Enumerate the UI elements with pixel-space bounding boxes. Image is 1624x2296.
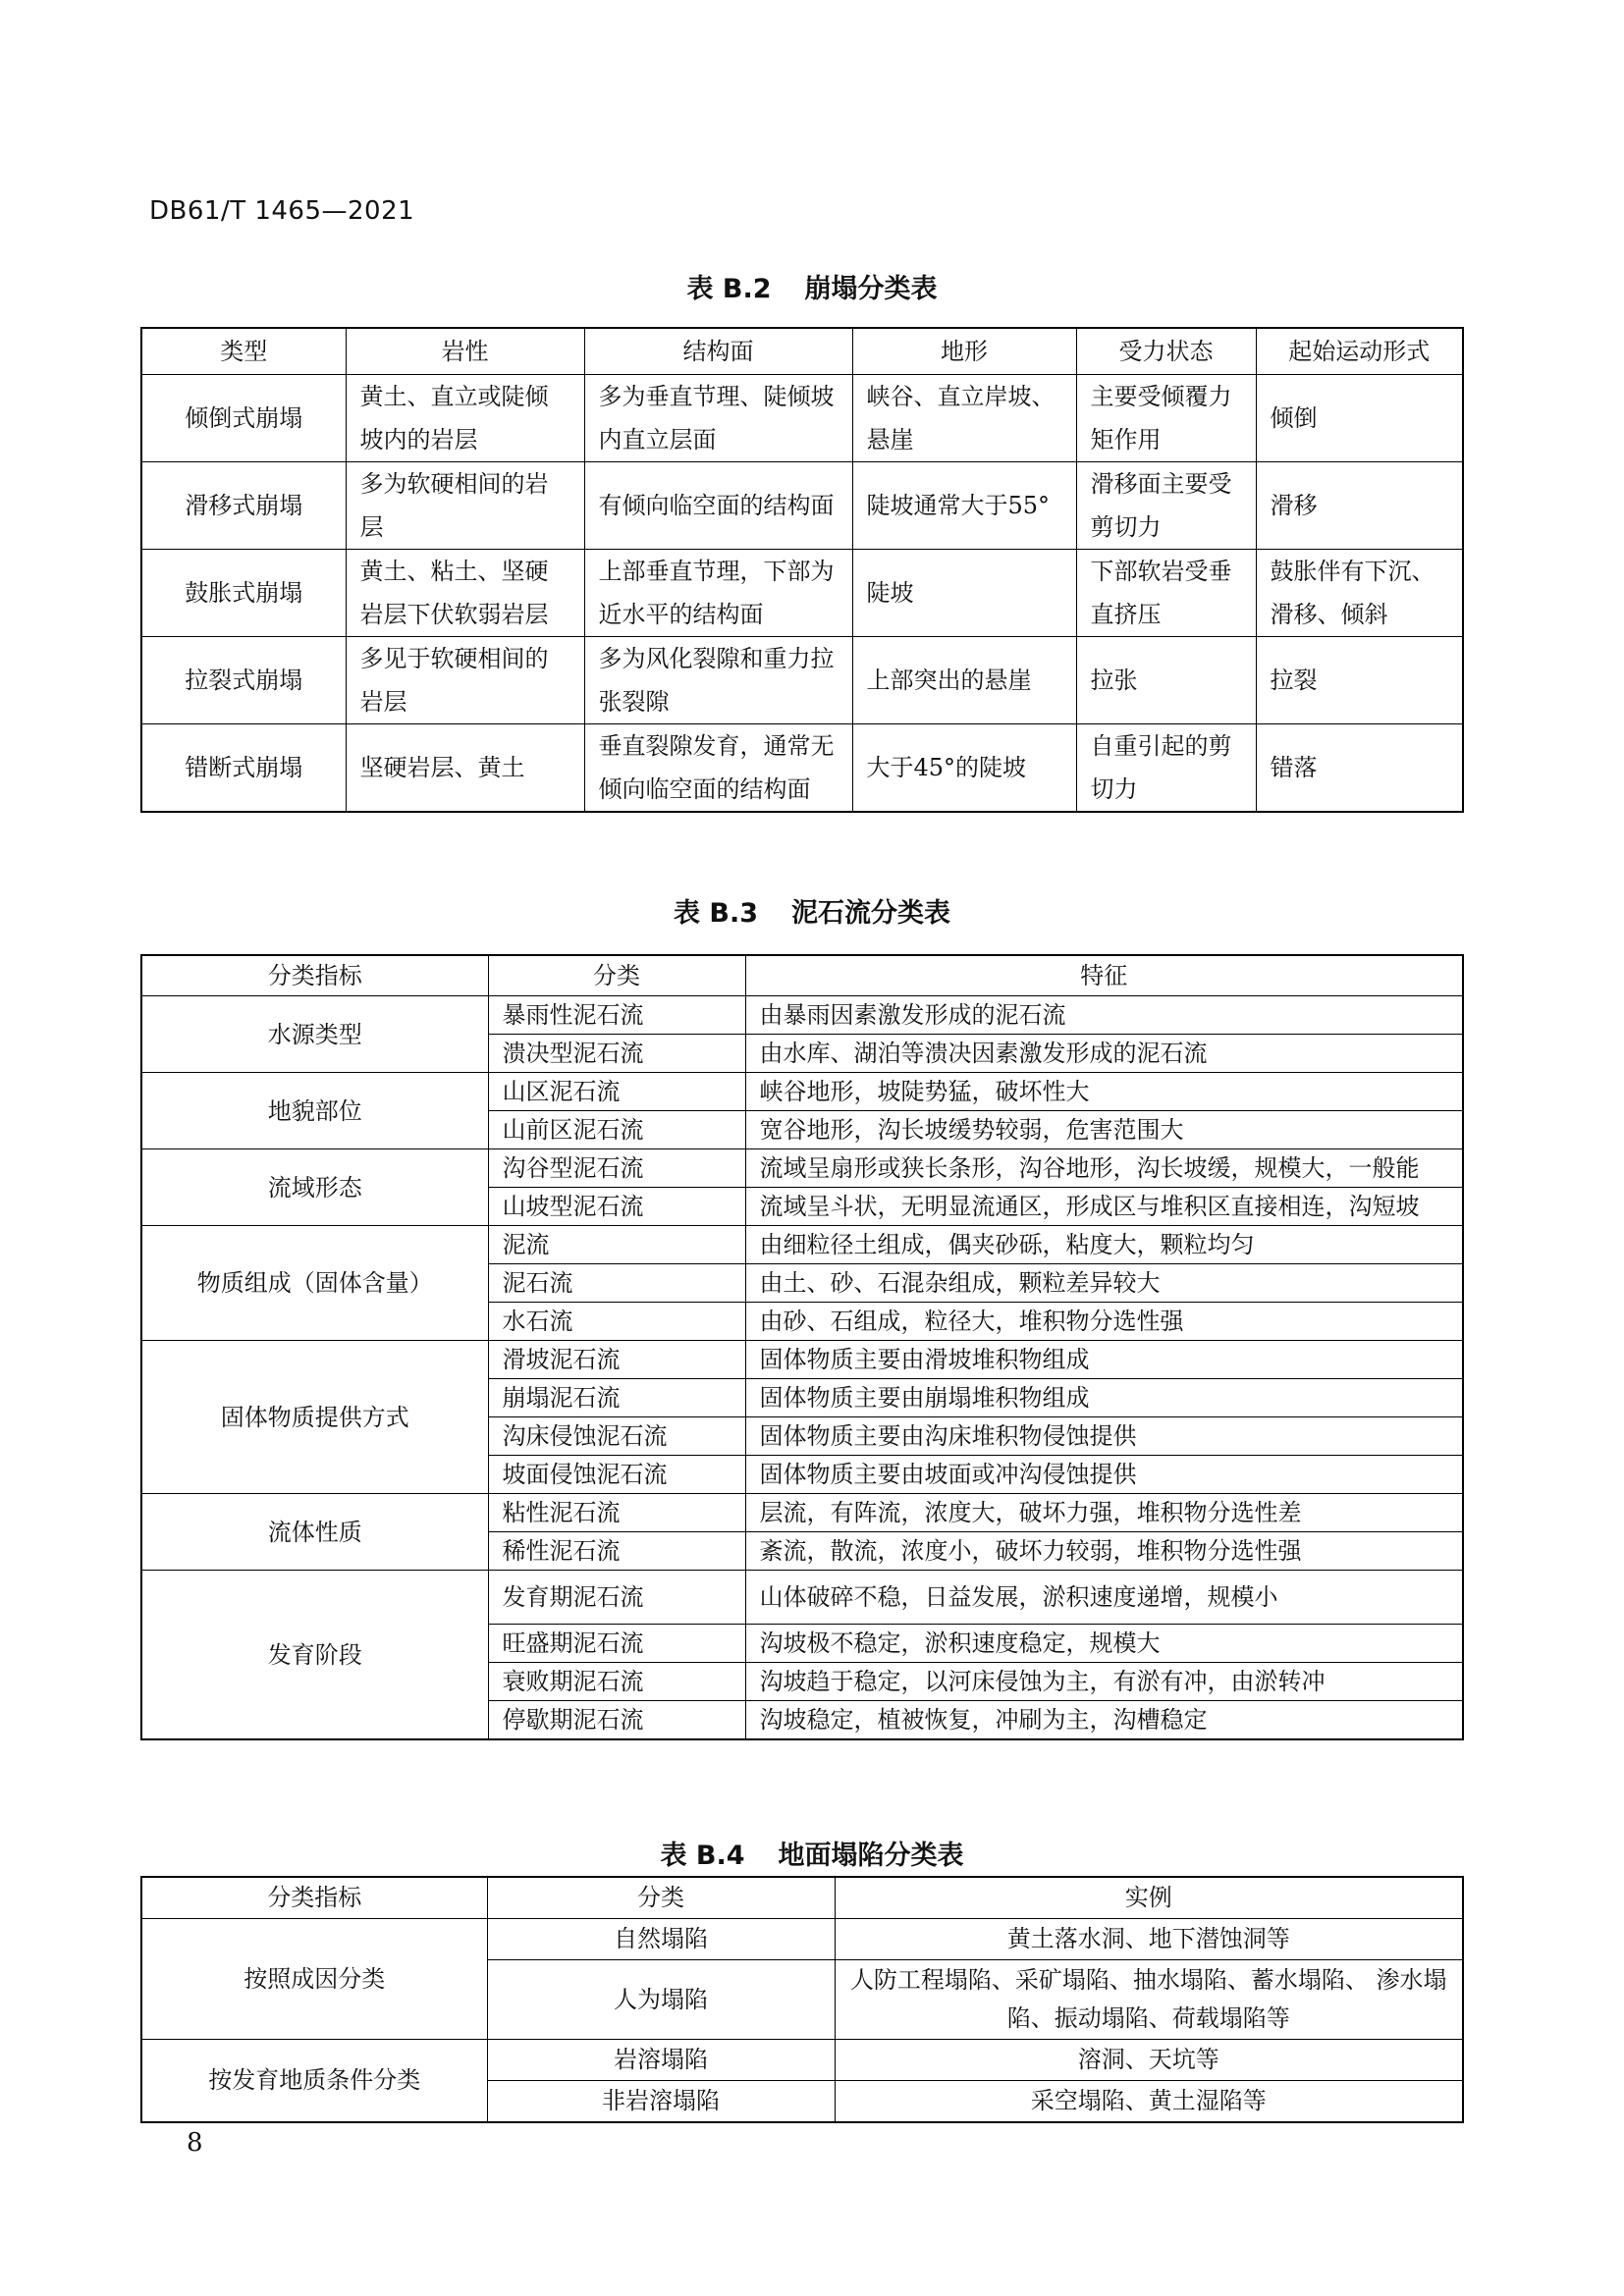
description-cell: 沟坡趋于稳定，以河床侵蚀为主，有淤有冲，由淤转冲: [745, 1663, 1463, 1701]
column-header: 特征: [745, 955, 1463, 996]
description-cell: 溶洞、天坑等: [835, 2040, 1463, 2081]
description-cell: 沟坡稳定，植被恢复，冲刷为主，沟槽稳定: [745, 1701, 1463, 1740]
indicator-cell: 按发育地质条件分类: [141, 2040, 487, 2123]
category-cell: 溃决型泥石流: [488, 1035, 745, 1073]
table-cell: 坚硬岩层、黄土: [346, 724, 584, 813]
indicator-cell: 地貌部位: [141, 1073, 488, 1149]
table-row: [141, 1494, 1463, 1532]
table-row: [141, 1149, 1463, 1188]
description-cell: 采空塌陷、黄土湿陷等: [835, 2081, 1463, 2123]
table-cell: 滑移面主要受剪切力: [1076, 462, 1256, 550]
indicator-cell: 物质组成（固体含量）: [141, 1226, 488, 1341]
table-b2: [140, 327, 1464, 813]
category-cell: 沟床侵蚀泥石流: [488, 1417, 745, 1456]
description-cell: 由水库、湖泊等溃决因素激发形成的泥石流: [745, 1035, 1463, 1073]
description-cell: 固体物质主要由滑坡堆积物组成: [745, 1341, 1463, 1379]
table-cell: 陡坡: [852, 550, 1076, 637]
description-cell: 层流，有阵流，浓度大，破坏力强，堆积物分选性差: [745, 1494, 1463, 1532]
table-row: [141, 996, 1463, 1035]
description-cell: 由暴雨因素激发形成的泥石流: [745, 996, 1463, 1035]
table-row: [141, 637, 1463, 724]
table-cell: 多为风化裂隙和重力拉张裂隙: [584, 637, 852, 724]
column-header: 起始运动形式: [1256, 328, 1463, 375]
table-row: [141, 2040, 1463, 2081]
category-cell: 发育期泥石流: [488, 1571, 745, 1625]
column-header: 实例: [835, 1877, 1463, 1919]
table-b3-caption: [0, 891, 1624, 930]
category-cell: 人为塌陷: [487, 1960, 835, 2040]
description-cell: 沟坡极不稳定，淤积速度稳定，规模大: [745, 1625, 1463, 1663]
category-cell: 停歇期泥石流: [488, 1701, 745, 1740]
category-cell: 山区泥石流: [488, 1073, 745, 1111]
table-cell: 错落: [1256, 724, 1463, 813]
category-cell: 岩溶塌陷: [487, 2040, 835, 2081]
category-cell: 山坡型泥石流: [488, 1188, 745, 1226]
description-cell: 宽谷地形，沟长坡缓势较弱，危害范围大: [745, 1111, 1463, 1149]
table-header-row: [141, 328, 1463, 375]
category-cell: 泥石流: [488, 1264, 745, 1303]
table-cell: 自重引起的剪切力: [1076, 724, 1256, 813]
description-cell: 由土、砂、石混杂组成，颗粒差异较大: [745, 1264, 1463, 1303]
category-cell: 崩塌泥石流: [488, 1379, 745, 1417]
table-row: [141, 375, 1463, 462]
category-cell: 稀性泥石流: [488, 1532, 745, 1571]
column-header: 分类: [488, 955, 745, 996]
category-cell: 非岩溶塌陷: [487, 2081, 835, 2123]
column-header: 结构面: [584, 328, 852, 375]
table-b4-number: 表 B.4: [660, 1841, 745, 1871]
description-cell: 由砂、石组成，粒径大，堆积物分选性强: [745, 1303, 1463, 1341]
category-cell: 自然塌陷: [487, 1919, 835, 1960]
category-cell: 泥流: [488, 1226, 745, 1264]
table-cell: 上部垂直节理，下部为近水平的结构面: [584, 550, 852, 637]
category-cell: 山前区泥石流: [488, 1111, 745, 1149]
page-number: 8: [187, 2128, 203, 2158]
table-b2-title: 崩塌分类表: [804, 274, 938, 304]
table-b2-number: 表 B.2: [686, 274, 772, 304]
indicator-cell: 固体物质提供方式: [141, 1341, 488, 1494]
table-cell: 下部软岩受垂直挤压: [1076, 550, 1256, 637]
table-row: [141, 550, 1463, 637]
table-cell: 拉裂: [1256, 637, 1463, 724]
category-cell: 水石流: [488, 1303, 745, 1341]
table-b4-caption: [0, 1834, 1624, 1872]
table-row: [141, 462, 1463, 550]
collapse-type-cell: 错断式崩塌: [141, 724, 346, 813]
category-cell: 沟谷型泥石流: [488, 1149, 745, 1188]
table-row: [141, 1919, 1463, 1960]
column-header: 分类: [487, 1877, 835, 1919]
description-cell: 固体物质主要由沟床堆积物侵蚀提供: [745, 1417, 1463, 1456]
collapse-type-cell: 滑移式崩塌: [141, 462, 346, 550]
description-cell: 流域呈斗状，无明显流通区，形成区与堆积区直接相连，沟短坡: [745, 1188, 1463, 1226]
table-cell: 大于45°的陡坡: [852, 724, 1076, 813]
description-cell: 流域呈扇形或狭长条形，沟谷地形，沟长坡缓，规模大，一般能: [745, 1149, 1463, 1188]
category-cell: 衰败期泥石流: [488, 1663, 745, 1701]
table-cell: 陡坡通常大于55°: [852, 462, 1076, 550]
document-id: DB61/T 1465—2021: [149, 196, 415, 226]
table-cell: 倾倒: [1256, 375, 1463, 462]
indicator-cell: 按照成因分类: [141, 1919, 487, 2040]
table-row: [141, 1073, 1463, 1111]
table-b3-title: 泥石流分类表: [791, 898, 951, 929]
indicator-cell: 流体性质: [141, 1494, 488, 1571]
indicator-cell: 发育阶段: [141, 1571, 488, 1740]
table-b2-caption: [0, 267, 1624, 305]
column-header: 类型: [141, 328, 346, 375]
category-cell: 滑坡泥石流: [488, 1341, 745, 1379]
table-cell: 垂直裂隙发育，通常无倾向临空面的结构面: [584, 724, 852, 813]
table-cell: 多为垂直节理、陡倾坡内直立层面: [584, 375, 852, 462]
table-cell: 有倾向临空面的结构面: [584, 462, 852, 550]
table-cell: 上部突出的悬崖: [852, 637, 1076, 724]
column-header: 分类指标: [141, 955, 488, 996]
table-cell: 峡谷、直立岸坡、悬崖: [852, 375, 1076, 462]
table-row: [141, 1226, 1463, 1264]
collapse-type-cell: 拉裂式崩塌: [141, 637, 346, 724]
table-cell: 主要受倾覆力矩作用: [1076, 375, 1256, 462]
collapse-type-cell: 鼓胀式崩塌: [141, 550, 346, 637]
table-row: [141, 724, 1463, 813]
collapse-type-cell: 倾倒式崩塌: [141, 375, 346, 462]
table-cell: 滑移: [1256, 462, 1463, 550]
table-cell: 黄土、粘土、坚硬岩层下伏软弱岩层: [346, 550, 584, 637]
category-cell: 暴雨性泥石流: [488, 996, 745, 1035]
table-b4: [140, 1876, 1464, 2123]
description-cell: 人防工程塌陷、采矿塌陷、抽水塌陷、蓄水塌陷、 渗水塌陷、振动塌陷、荷载塌陷等: [835, 1960, 1463, 2040]
table-b3-number: 表 B.3: [673, 898, 759, 929]
column-header: 受力状态: [1076, 328, 1256, 375]
table-b3: [140, 954, 1464, 1740]
table-row: [141, 1571, 1463, 1625]
description-cell: 山体破碎不稳，日益发展，淤积速度递增，规模小: [745, 1571, 1463, 1625]
indicator-cell: 流域形态: [141, 1149, 488, 1226]
description-cell: 峡谷地形，坡陡势猛，破坏性大: [745, 1073, 1463, 1111]
table-cell: 鼓胀伴有下沉、滑移、倾斜: [1256, 550, 1463, 637]
column-header: 岩性: [346, 328, 584, 375]
category-cell: 坡面侵蚀泥石流: [488, 1456, 745, 1494]
column-header: 分类指标: [141, 1877, 487, 1919]
description-cell: 黄土落水洞、地下潜蚀洞等: [835, 1919, 1463, 1960]
description-cell: 紊流，散流，浓度小，破坏力较弱，堆积物分选性强: [745, 1532, 1463, 1571]
table-cell: 拉张: [1076, 637, 1256, 724]
table-row: [141, 1341, 1463, 1379]
description-cell: 固体物质主要由坡面或冲沟侵蚀提供: [745, 1456, 1463, 1494]
table-header-row: [141, 1877, 1463, 1919]
indicator-cell: 水源类型: [141, 996, 488, 1073]
table-cell: 黄土、直立或陡倾坡内的岩层: [346, 375, 584, 462]
description-cell: 由细粒径土组成，偶夹砂砾，粘度大，颗粒均匀: [745, 1226, 1463, 1264]
category-cell: 粘性泥石流: [488, 1494, 745, 1532]
category-cell: 旺盛期泥石流: [488, 1625, 745, 1663]
table-header-row: [141, 955, 1463, 996]
table-cell: 多见于软硬相间的岩层: [346, 637, 584, 724]
description-cell: 固体物质主要由崩塌堆积物组成: [745, 1379, 1463, 1417]
table-b4-title: 地面塌陷分类表: [778, 1841, 964, 1871]
table-cell: 多为软硬相间的岩层: [346, 462, 584, 550]
column-header: 地形: [852, 328, 1076, 375]
